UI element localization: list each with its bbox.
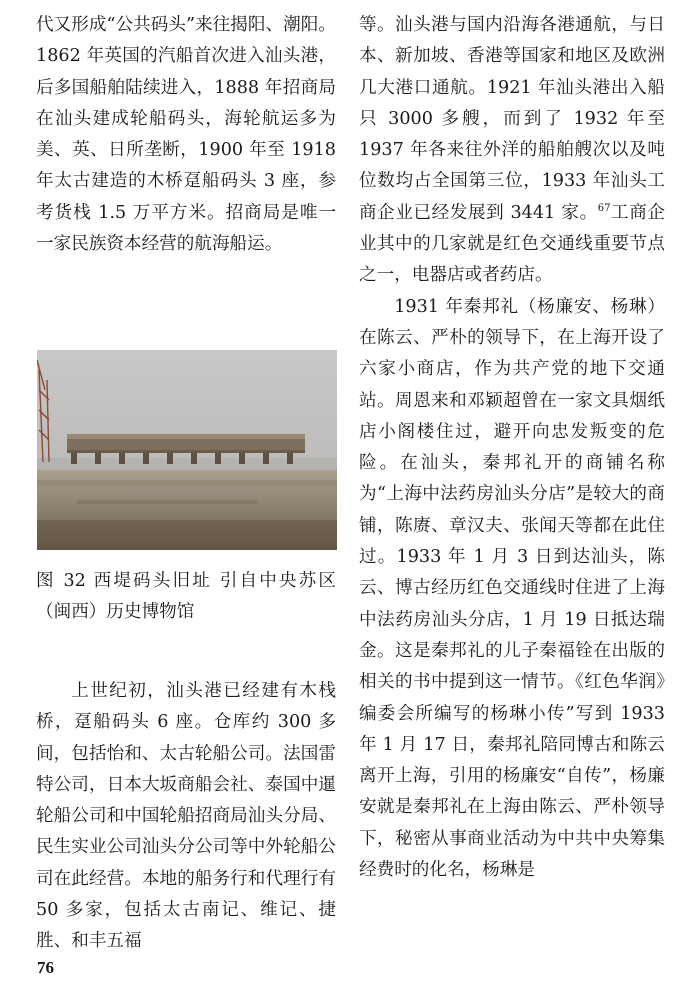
right-paragraph-2: 1931 年秦邦礼（杨廉安、杨琳）在陈云、严朴的领导下，在上海开设了六家小商店，作为共产党的地下交通站。周恩来和邓颖超曾在一家文具烟纸店小阁楼住过，避开向忠发叛变的危险。在汕头，秦邦礼开的商铺名称为“上海中法药房汕头分店”是较大的商铺，陈赓、章汉夫、张闻天等都在此住过。1933 年 1 月 3 日到达汕头，陈云、博古经历红色交通线时住进了上海中法药房汕头分店，1 月 19 日抵达瑞金。这是秦邦礼的儿子秦福铨在出版的相关的书中提到这一情节。《红色华润》编委会所编写的杨琳小传”写到 1933 年 1 月 17 日，秦邦礼陪同博古和陈云离开上海，引用的杨廉安“自传”，杨廉安就是秦邦礼在上海由陈云、严朴领导下，秘密从事商业活动为中共中央筹集经费时的化名，杨琳是	[359, 296, 665, 881]
figure-caption: 图 32 西堤码头旧址 引自中央苏区（闽西）历史博物馆	[36, 571, 336, 623]
left-column	[36, 10, 336, 260]
left-paragraph-2: 上世纪初，汕头港已经建有木栈桥，趸船码头 6 座。仓库约 300 多间，包括怡和、太古轮船公司。法国雷特公司，日本大坂商船会社、泰国中暹轮船公司和中国轮船招商局汕头分局、民生实业公司汕头分公司等中外轮船公司在此经营。本地的船务行和代理行有 50 多家，包括太古南记、维记、捷胜、和丰五福	[36, 681, 336, 952]
left-column-lower	[36, 676, 336, 958]
right-paragraph-1	[359, 10, 665, 292]
footnote-reference: 67	[597, 202, 611, 214]
right-column	[359, 10, 665, 886]
page-number: 76	[37, 958, 54, 977]
pier-ruins-photo	[37, 350, 337, 550]
right-paragraph-1-part-2: 工商企业其中的几家就是红色交通线重要节点之一，电器店或者药店。	[359, 202, 665, 286]
left-paragraph-1: 代又形成“公共码头”来往揭阳、潮阳。1862 年英国的汽船首次进入汕头港，后多国船舶陆续进入，1888 年招商局在汕头建成轮船码头，海轮航运多为美、英、日所垄断，1900 年至 1918 年太古建造的木桥趸船码头 3 座，参考货栈 1.5 万平方米。招商局是唯一一家民族资本经营的航海船运。	[36, 15, 336, 255]
figure-photo	[37, 350, 337, 550]
right-paragraph-1-part-1: 等。汕头港与国内沿海各港通航，与日本、新加坡、香港等国家和地区及欧洲几大港口通航。1921 年汕头港出入船只 3000 多艘，而到了 1932 年至 1937 年各来往外洋的船舶艘次以及吨位数均占全国第三位，1933 年汕头工商企业已经发展到 3441 家。	[359, 15, 665, 223]
